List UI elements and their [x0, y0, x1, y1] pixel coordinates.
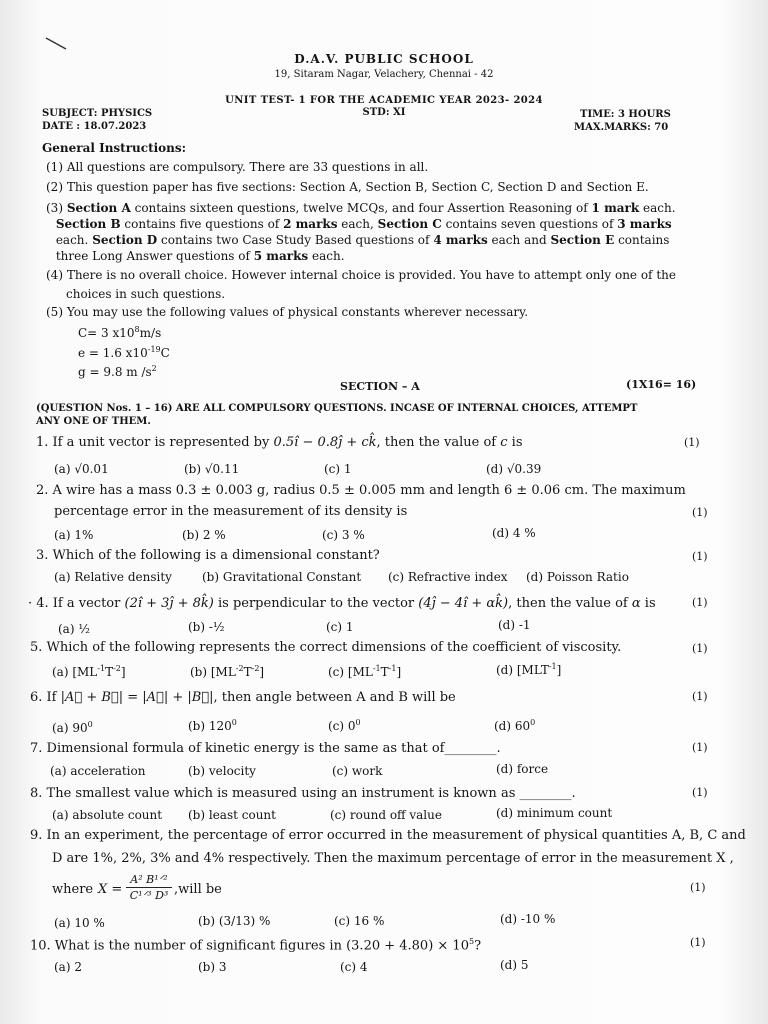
- question-2-line-2: percentage error in the measurement of its density is: [54, 504, 408, 519]
- instruction-3-text-8: each and: [491, 233, 547, 247]
- q6-option-a: (a) $90^0$: [52, 720, 93, 735]
- q10-option-d: (d) 5: [500, 958, 529, 972]
- exam-title: UNIT TEST- 1 FOR THE ACADEMIC YEAR 2023- 2024: [225, 95, 543, 106]
- question-3: 3. Which of the following is a dimensional constant?: [36, 548, 380, 563]
- q7-option-c: (c) work: [332, 764, 383, 778]
- question-8: 8. The smallest value which is measured using an instrument is known as ________.: [30, 786, 576, 801]
- instruction-3-text-4: each,: [341, 217, 374, 231]
- q2-option-d: (d) 4 %: [492, 526, 536, 540]
- instruction-3-text-1: contains sixteen questions, twelve MCQs, and four Assertion Reasoning of: [134, 201, 588, 215]
- question-8-marks: (1): [692, 786, 708, 799]
- q7-option-a: (a) acceleration: [50, 764, 146, 778]
- section-b-ref: Section B: [55, 217, 121, 231]
- q10-option-c: (c) 4: [340, 960, 368, 974]
- instructions-heading: General Instructions:: [42, 141, 187, 155]
- question-10: 10. What is the number of significant figures in $(3.20 + 4.80) \times 10^5$?: [30, 937, 482, 954]
- instruction-3-text-10: three Long Answer questions of: [55, 249, 250, 263]
- question-9-line-2: D are 1%, 2%, 3% and 4% respectively. Then the maximum percentage of error in the measurement X ,: [52, 851, 734, 866]
- section-c-ref: Section C: [377, 217, 442, 231]
- instruction-3-text-9: contains: [618, 233, 670, 247]
- section-a-note-2: ANY ONE OF THEM.: [36, 416, 151, 427]
- q9-option-c: (c) 16 %: [334, 914, 385, 928]
- question-7-marks: (1): [692, 741, 708, 754]
- q8-option-a: (a) absolute count: [52, 808, 163, 822]
- q6-option-b: (b) $120^0$: [188, 718, 237, 733]
- q8-option-d: (d) minimum count: [496, 806, 613, 820]
- mark-1-ref: 1 mark: [591, 201, 640, 215]
- question-1-marks: (1): [684, 436, 700, 449]
- section-a-ref: Section A: [66, 201, 131, 215]
- q10-option-b: (b) 3: [198, 960, 227, 974]
- section-a-title: SECTION – A: [340, 380, 420, 393]
- instruction-1: (1) All questions are compulsory. There are 33 questions in all.: [46, 160, 429, 174]
- constant-g: g = 9.8 m $/s^2$: [78, 364, 157, 379]
- instruction-3-text-11: each.: [312, 249, 345, 263]
- mark-5-ref: 5 marks: [253, 249, 309, 263]
- instruction-4-line-2: choices in such questions.: [66, 287, 226, 301]
- q3-option-b: (b) Gravitational Constant: [202, 570, 362, 584]
- q2-option-b: (b) 2 %: [182, 528, 226, 542]
- subject-label: SUBJECT: PHYSICS: [42, 108, 153, 119]
- std-label: STD: XI: [362, 107, 406, 118]
- q10-option-a: (a) 2: [54, 960, 82, 974]
- q7-option-d: (d) force: [496, 762, 549, 776]
- question-4: · 4. If a vector (2î + 3ĵ + 8k̂) is perpendicular to the vector (4ĵ − 4î + αk̂), then the value of α is: [28, 596, 656, 611]
- school-address: 19, Sitaram Nagar, Velachery, Chennai - 42: [274, 69, 494, 80]
- question-5: 5. Which of the following represents the correct dimensions of the coefficient of viscosity.: [30, 640, 622, 655]
- q1-option-b: (b) √0.11: [184, 462, 240, 476]
- q5-option-b: (b) $[ML^{-2}T^{-2}]$: [190, 664, 265, 679]
- instruction-5: (5) You may use the following values of physical constants wherever necessary.: [46, 305, 529, 319]
- q1-option-d: (d) √0.39: [486, 462, 542, 476]
- q5-option-a: (a) $[ML^{-1}T^{-2}]$: [52, 664, 126, 679]
- question-9-numerator: A² B¹ᐟ²: [130, 873, 168, 886]
- instruction-2: (2) This question paper has five sections: Section A, Section B, Section C, Section D and Section E.: [46, 180, 649, 194]
- question-9-fraction-bar: [126, 887, 172, 888]
- instruction-3-number: (3): [46, 201, 63, 215]
- question-9-where: where: [52, 882, 94, 897]
- q1-option-c: (c) 1: [324, 462, 352, 476]
- question-7: 7. Dimensional formula of kinetic energy is the same as that of________.: [30, 741, 501, 756]
- instruction-4-line-1: (4) There is no overall choice. However internal choice is provided. You have to attempt only one of the: [46, 268, 676, 282]
- q9-option-d: (d) -10 %: [500, 912, 556, 926]
- date-label: DATE : 18.07.2023: [42, 121, 147, 132]
- q2-option-c: (c) 3 %: [322, 528, 365, 542]
- time-label: TIME: 3 HOURS: [580, 109, 671, 120]
- question-2-line-1: 2. A wire has a mass 0.3 ± 0.003 g, radius 0.5 ± 0.005 mm and length 6 ± 0.06 cm. The maximum: [36, 483, 686, 498]
- q7-option-b: (b) velocity: [188, 764, 256, 778]
- q4-option-a: (a) ½: [58, 622, 90, 636]
- mark-2-ref: 2 marks: [283, 217, 338, 231]
- instruction-3-text-2: each.: [643, 201, 676, 215]
- instruction-3-text-3: contains five questions of: [124, 217, 280, 231]
- school-name: D.A.V. PUBLIC SCHOOL: [294, 52, 474, 66]
- q4-option-c: (c) 1: [326, 620, 354, 634]
- q3-option-d: (d) Poisson Ratio: [526, 570, 629, 584]
- mark-3-ref: 3 marks: [617, 217, 672, 231]
- section-a-marks: (1X16= 16): [626, 378, 697, 391]
- instruction-3-text-7: contains two Case Study Based questions of: [161, 233, 430, 247]
- q8-option-c: (c) round off value: [330, 808, 442, 822]
- max-marks-label: MAX.MARKS: 70: [574, 122, 669, 133]
- section-d-ref: Section D: [92, 233, 158, 247]
- question-9-line-1: 9. In an experiment, the percentage of error occurred in the measurement of physical quantities A, B, C and: [30, 828, 746, 843]
- q6-option-c: (c) $0^0$: [328, 718, 361, 733]
- question-2-marks: (1): [692, 506, 708, 519]
- instruction-3-text-5: contains seven questions of: [445, 217, 614, 231]
- q5-option-c: (c) $[ML^{-1}T^{-1}]$: [328, 664, 402, 679]
- q3-option-c: (c) Refractive index: [388, 570, 508, 584]
- mark-4-ref: 4 marks: [433, 233, 488, 247]
- constant-c: C= 3 $x10^8m/s$: [78, 325, 162, 340]
- q5-option-d: (d) $[MLT^{-1}]$: [496, 662, 562, 677]
- question-3-marks: (1): [692, 550, 708, 563]
- q9-option-b: (b) (3/13) %: [198, 914, 271, 928]
- question-9-denominator: C¹ᐟ³ D³: [129, 889, 169, 902]
- section-e-ref: Section E: [550, 233, 615, 247]
- question-1: 1. If a unit vector is represented by 0.5î − 0.8ĵ + ck̂, then the value of c is: [36, 435, 523, 450]
- instruction-3-text-6: each.: [55, 233, 89, 247]
- question-10-marks: (1): [690, 936, 706, 949]
- question-9-marks: (1): [690, 881, 706, 894]
- q1-option-a: (a) √0.01: [54, 462, 109, 476]
- question-9-lhs: X =: [98, 882, 123, 897]
- question-6-marks: (1): [692, 690, 708, 703]
- q2-option-a: (a) 1%: [54, 528, 94, 542]
- question-9-post: ,will be: [174, 882, 222, 897]
- q9-option-a: (a) 10 %: [54, 916, 105, 930]
- section-a-note-1: (QUESTION Nos. 1 – 16) ARE ALL COMPULSORY QUESTIONS. INCASE OF INTERNAL CHOICES, ATTEMPT: [36, 403, 638, 414]
- constant-e: e = 1.6 $x10^{-19}C$: [78, 345, 170, 360]
- instruction-3: [46, 200, 696, 264]
- question-4-marks: (1): [692, 596, 708, 609]
- q3-option-a: (a) Relative density: [54, 570, 172, 584]
- q4-option-d: (d) -1: [498, 618, 531, 632]
- q6-option-d: (d) $60^0$: [494, 718, 536, 733]
- pen-stroke-mark: [44, 36, 70, 52]
- question-6: 6. If |A⃗ + B⃗| = |A⃗| + |B⃗|, then angle between A and B will be: [30, 690, 456, 705]
- question-5-marks: (1): [692, 642, 708, 655]
- q8-option-b: (b) least count: [188, 808, 276, 822]
- q4-option-b: (b) -½: [188, 620, 225, 634]
